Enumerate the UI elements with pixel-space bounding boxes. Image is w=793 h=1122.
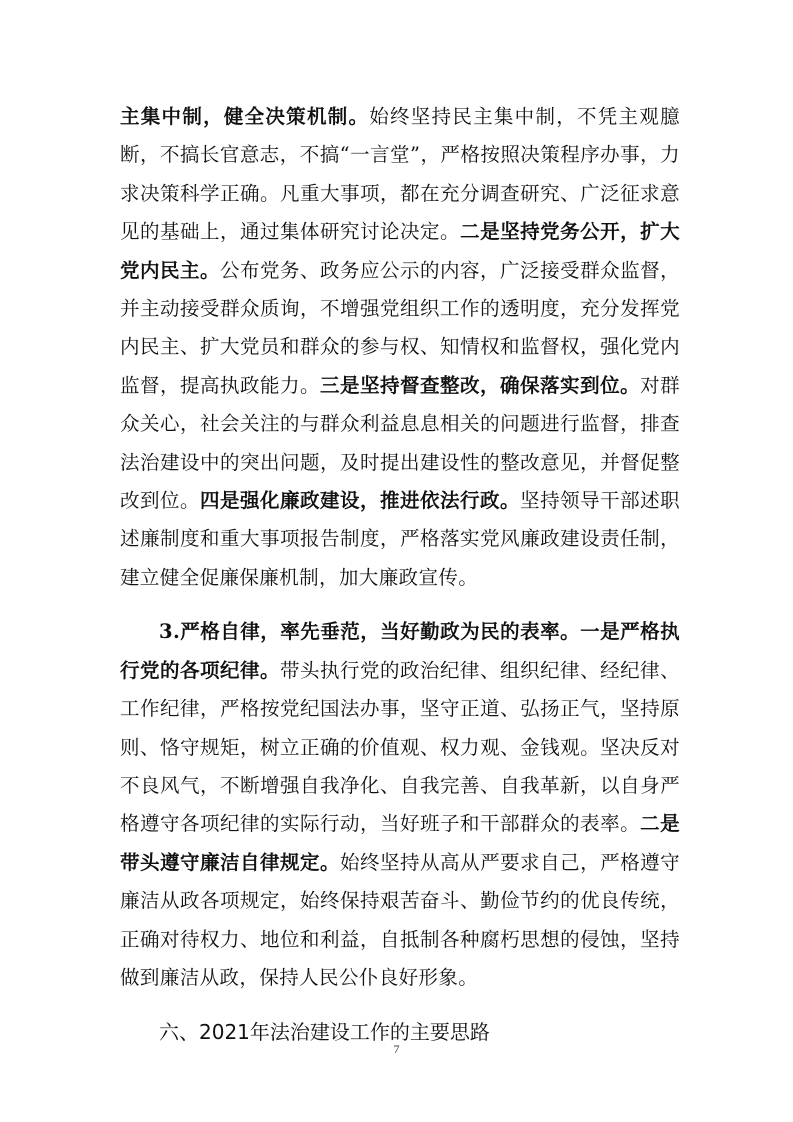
- bold-lead-supervision: 三是坚持督查整改，确保落实到位。: [320, 373, 641, 397]
- body-text: 始终坚持从高从严要求自己，严格遵守廉洁从政各项规定，始终保持艰苦奋斗、勤俭节约的优良传统，正确对待权力、地位和利益，自抵制各种腐朽思想的侵蚀，坚持做到廉洁从政，保持人民公仆良好形象。: [120, 850, 680, 989]
- body-text: 带头执行党的政治纪律、组织纪律、经纪律、工作纪律，严格按党纪国法办事，坚守正道、弘扬正气，坚持原则、恪守规矩，树立正确的价值观、权力观、金钱观。坚决反对不良风气，不断增强自我净化、自我完善、自我革新，以自身严格遵守各项纪律的实际行动，当好班子和干部群众的表率。: [120, 658, 680, 836]
- paragraph-spacer: [120, 597, 680, 613]
- body-text: 坚持领导干部述职述廉制度和重大事项报告制度，严格落实党风廉政建设责任制，建立健全促廉保廉机制，加大廉政宣传。: [120, 489, 680, 589]
- paragraph-discipline-mechanisms: [120, 98, 680, 597]
- paragraph-spacer: [120, 997, 680, 1013]
- bold-lead-clean-government: 四是强化廉政建设，推进依法行政。: [200, 489, 521, 513]
- body-text: 对群众关心，社会关注的与群众利益息息相关的问题进行监督，排查法治建设中的突出问题，及时提出建设性的整改意见，并督促整改到位。: [120, 373, 680, 513]
- bold-lead-integrity-rules: 二是带头遵守廉洁自律规定。: [120, 812, 680, 874]
- document-body: [120, 98, 680, 1051]
- bold-lead-self-discipline: 3.严格自律，率先垂范，当好勤政为民的表率。一是严格执行党的各项纪律。: [120, 620, 680, 682]
- paragraph-self-discipline: [120, 613, 680, 997]
- bold-lead-democratic-centralism: 主集中制，健全决策机制。: [120, 105, 370, 128]
- bold-lead-party-affairs: 二是坚持党务公开，扩大党内民主。: [120, 220, 680, 282]
- section-heading: 六、2021年法治建设工作的主要思路: [159, 1020, 490, 1045]
- body-text: 始终坚持民主集中制，不凭主观臆断，不搞长官意志，不搞“一言堂”，严格按照决策程序办事，力求决策科学正确。凡重大事项，都在充分调查研究、广泛征求意见的基础上，通过集体研究讨论决定。: [120, 105, 680, 244]
- page-number: 7: [393, 1042, 400, 1056]
- body-text: 公布党务、政务应公示的内容，广泛接受群众监督，并主动接受群众质询，不增强党组织工作的透明度，充分发挥党内民主、扩大党员和群众的参与权、知情权和监督权，强化党内监督，提高执政能力。: [120, 258, 680, 397]
